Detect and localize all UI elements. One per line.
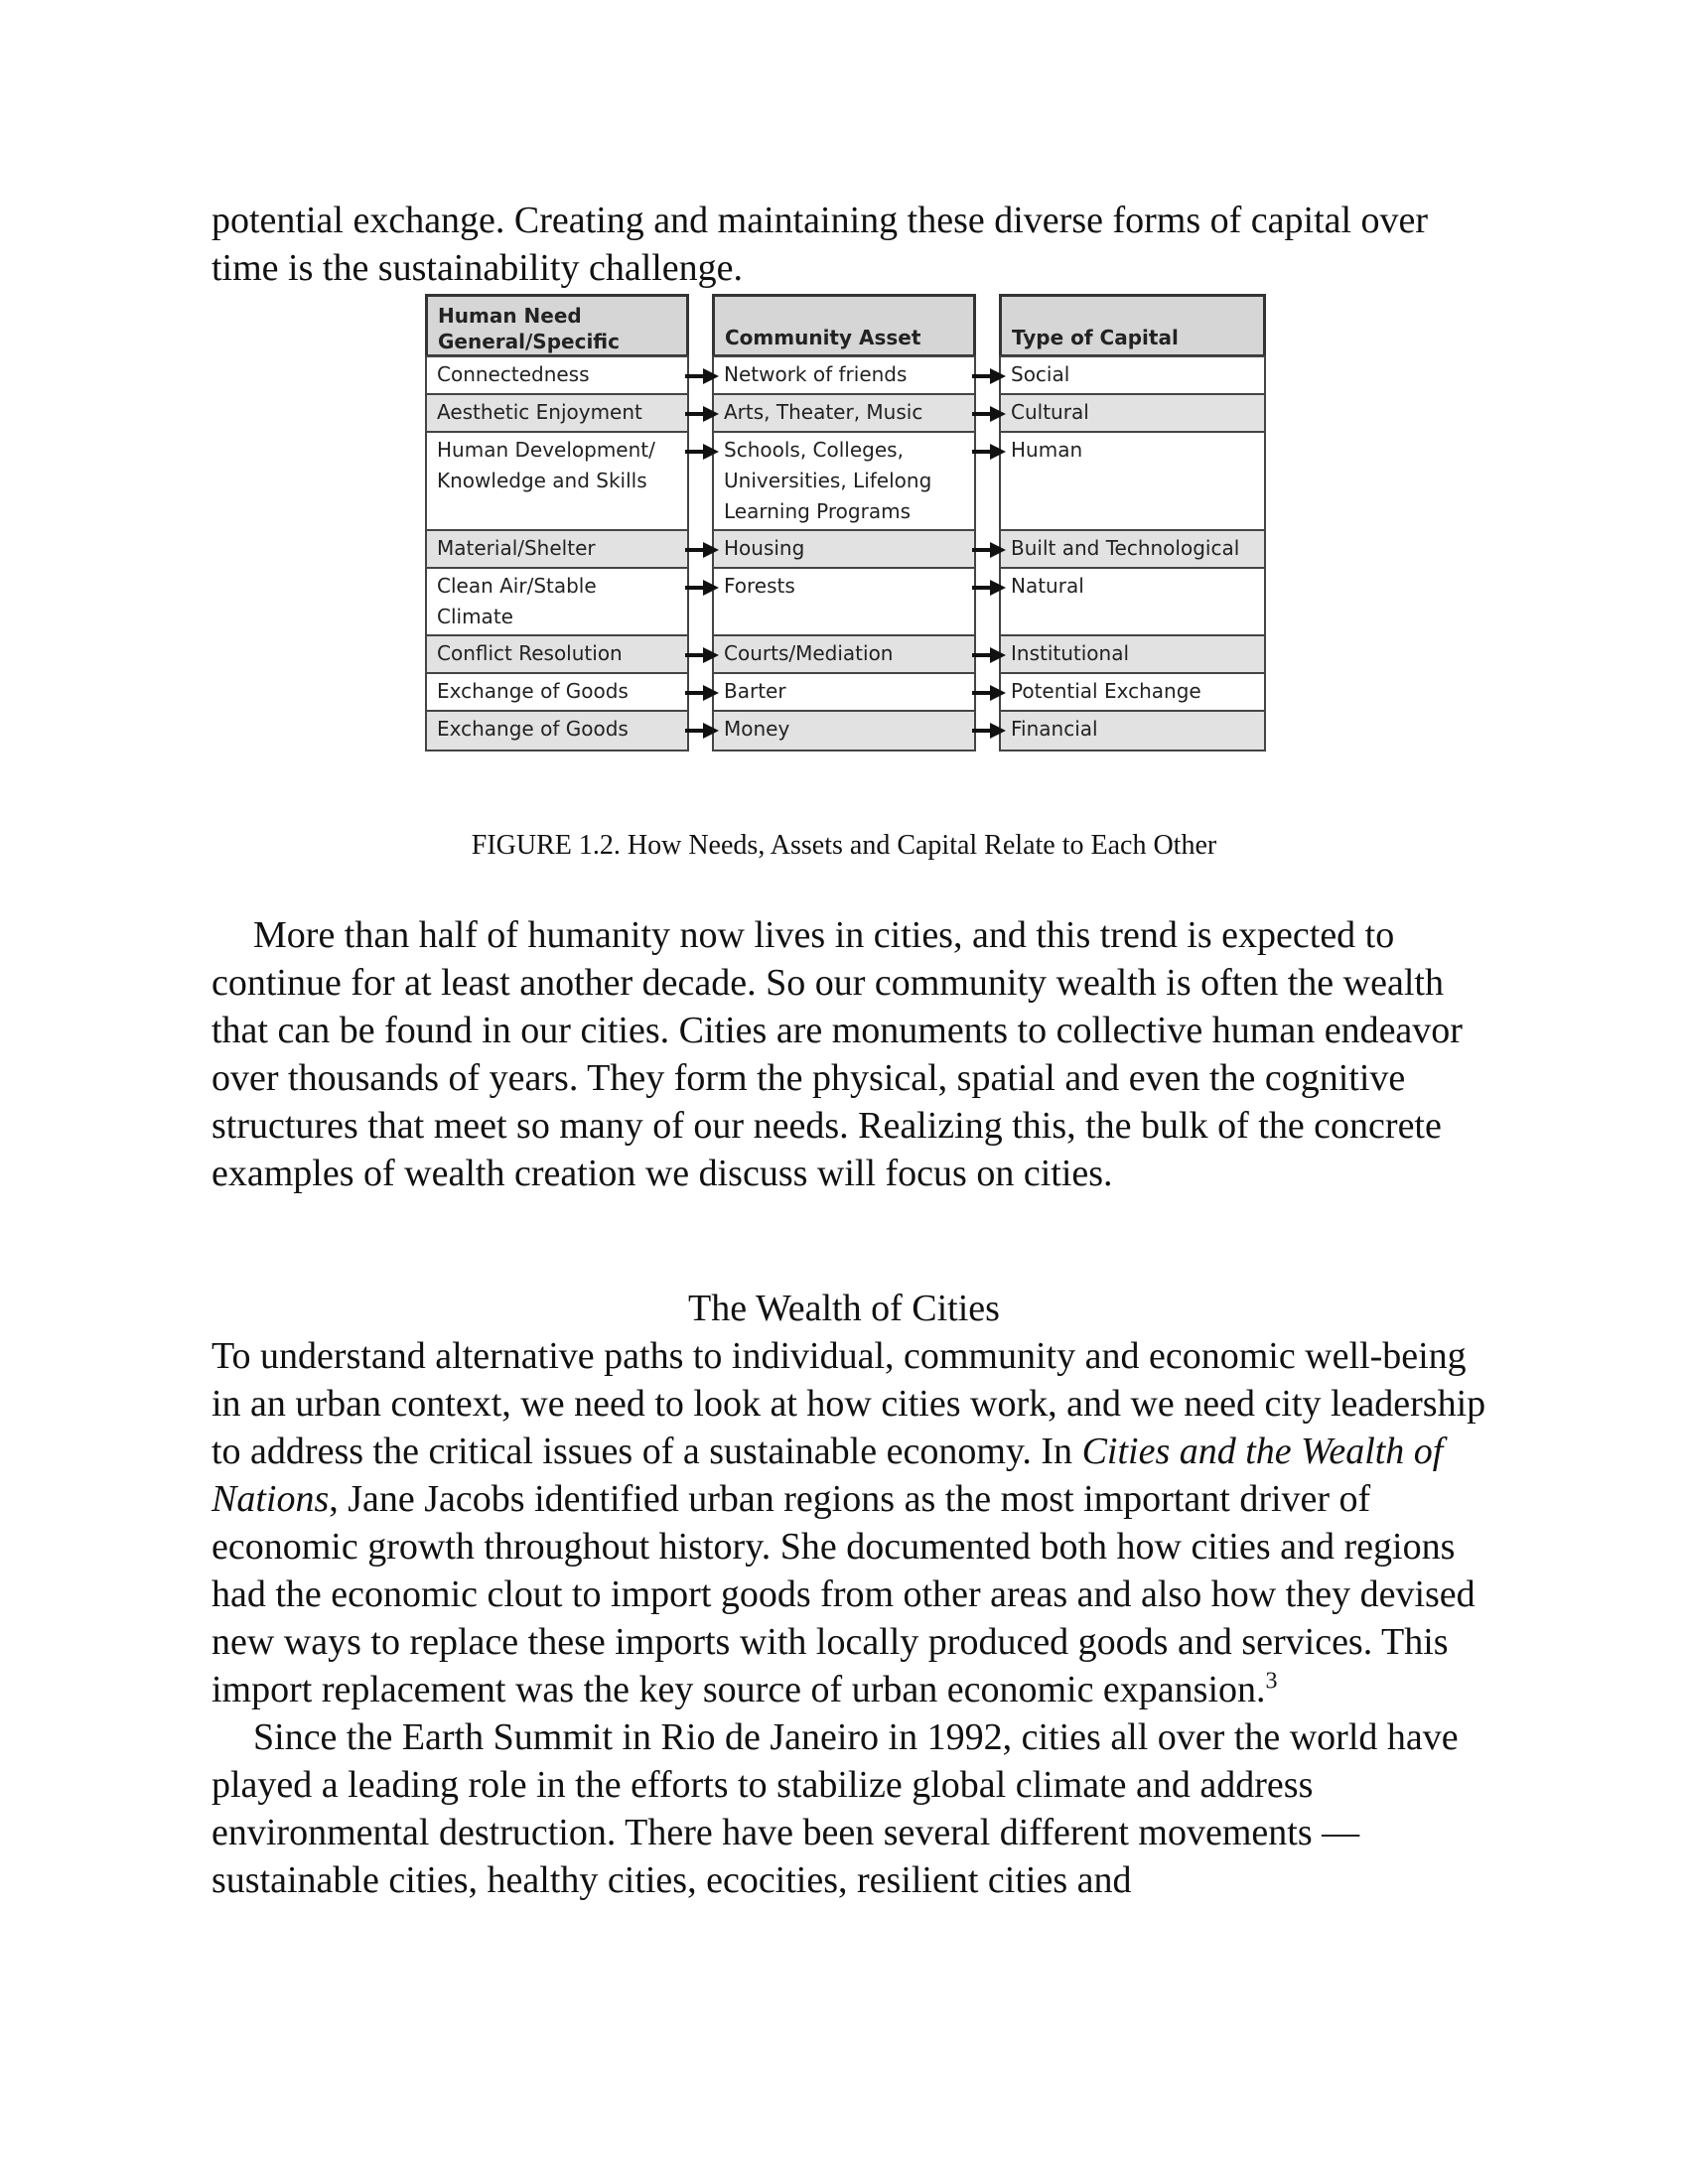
- right-arrow-icon: [972, 646, 1006, 664]
- footnote-ref: 3: [1265, 1668, 1278, 1695]
- asset-cell: Money: [712, 710, 976, 751]
- right-arrow-icon: [972, 722, 1006, 740]
- capital-cell: Financial: [999, 710, 1266, 751]
- capital-cell: Social: [999, 355, 1266, 395]
- header-type-of-capital: Type of Capital: [999, 294, 1266, 357]
- asset-cell: Courts/Mediation: [712, 634, 976, 674]
- need-cell: Aesthetic Enjoyment: [425, 393, 689, 433]
- asset-cell: [712, 431, 976, 531]
- asset-line: Universities, Lifelong: [724, 469, 932, 492]
- right-arrow-icon: [972, 684, 1006, 702]
- asset-line: Schools, Colleges,: [724, 438, 904, 462]
- right-arrow-icon: [685, 684, 719, 702]
- header-human-need-line1: Human Need: [438, 304, 582, 328]
- need-cell: [425, 431, 689, 531]
- right-arrow-icon: [972, 541, 1006, 559]
- need-cell: Exchange of Goods: [425, 672, 689, 712]
- book-title: Cities and the Wealth of Nations: [211, 1431, 1444, 1520]
- asset-cell: Housing: [712, 529, 976, 569]
- body-section-2: [211, 1332, 1492, 1904]
- right-arrow-icon: [685, 367, 719, 385]
- section-heading: The Wealth of Cities: [688, 1288, 1000, 1329]
- asset-cell: Forests: [712, 567, 976, 636]
- asset-line: Learning Programs: [724, 499, 911, 523]
- right-arrow-icon: [972, 579, 1006, 597]
- body2-paragraph-2: Since the Earth Summit in Rio de Janeiro in 1992, cities all over the world have played a leading role in the efforts to stabilize global climate and address environmental destruction. There have been several different movements — sustainable cities, healthy cities, ecocities, resilient cities and: [211, 1716, 1459, 1901]
- header-community-asset: Community Asset: [712, 294, 976, 357]
- capital-cell: Built and Technological: [999, 529, 1266, 569]
- capital-cell: Institutional: [999, 634, 1266, 674]
- asset-cell: Barter: [712, 672, 976, 712]
- right-arrow-icon: [685, 579, 719, 597]
- need-cell: Connectedness: [425, 355, 689, 395]
- need-line: Knowledge and Skills: [437, 469, 647, 492]
- body1-text: More than half of humanity now lives in cities, and this trend is expected to continue for at least another decade. So our community wealth is often the wealth that can be found in our cities. Cities are monuments to collective human endeavor over thousands of years. They form the physical, spatial and even the cognitive structures that meet so many of our needs. Realizing this, the bulk of the concrete examples of wealth creation we discuss will focus on cities.: [211, 914, 1463, 1194]
- intro-paragraph: [211, 197, 1492, 292]
- need-line: Climate: [437, 605, 513, 628]
- intro-text: potential exchange. Creating and maintaining these diverse forms of capital over time is the sustainability challenge.: [211, 200, 1429, 289]
- need-cell: Exchange of Goods: [425, 710, 689, 751]
- need-cell: Material/Shelter: [425, 529, 689, 569]
- header-human-need: [425, 294, 689, 357]
- body2-p1-after: , Jane Jacobs identified urban regions as the most important driver of economic growth throughout history. She documented both how cities and regions had the economic clout to import goods from other areas and also how they devised new ways to replace these imports with locally produced goods and services. This import replacement was the key source of urban economic expansion.: [211, 1478, 1476, 1710]
- header-human-need-line2: General/Specific: [438, 330, 620, 353]
- needs-assets-capital-figure: [425, 294, 1266, 762]
- right-arrow-icon: [685, 646, 719, 664]
- figure-caption: FIGURE 1.2. How Needs, Assets and Capital Relate to Each Other: [471, 830, 1217, 861]
- right-arrow-icon: [972, 367, 1006, 385]
- right-arrow-icon: [972, 443, 1006, 461]
- body2-paragraph-1: [211, 1332, 1492, 1713]
- right-arrow-icon: [685, 722, 719, 740]
- need-cell: Conflict Resolution: [425, 634, 689, 674]
- capital-cell: Natural: [999, 567, 1266, 636]
- right-arrow-icon: [972, 405, 1006, 423]
- asset-cell: Network of friends: [712, 355, 976, 395]
- right-arrow-icon: [685, 405, 719, 423]
- right-arrow-icon: [685, 443, 719, 461]
- capital-cell: Cultural: [999, 393, 1266, 433]
- need-line: Clean Air/Stable: [437, 574, 597, 598]
- capital-cell: Potential Exchange: [999, 672, 1266, 712]
- asset-cell: Arts, Theater, Music: [712, 393, 976, 433]
- right-arrow-icon: [685, 541, 719, 559]
- capital-cell: Human: [999, 431, 1266, 531]
- need-cell: [425, 567, 689, 636]
- body2-p1-before: To understand alternative paths to individual, community and economic well-being in an urban context, we need to look at how cities work, and we need city leadership to address the critical issues of a sustainable economy. In: [211, 1335, 1486, 1472]
- need-line: Human Development/: [437, 438, 655, 462]
- body-paragraph-1: [211, 911, 1492, 1197]
